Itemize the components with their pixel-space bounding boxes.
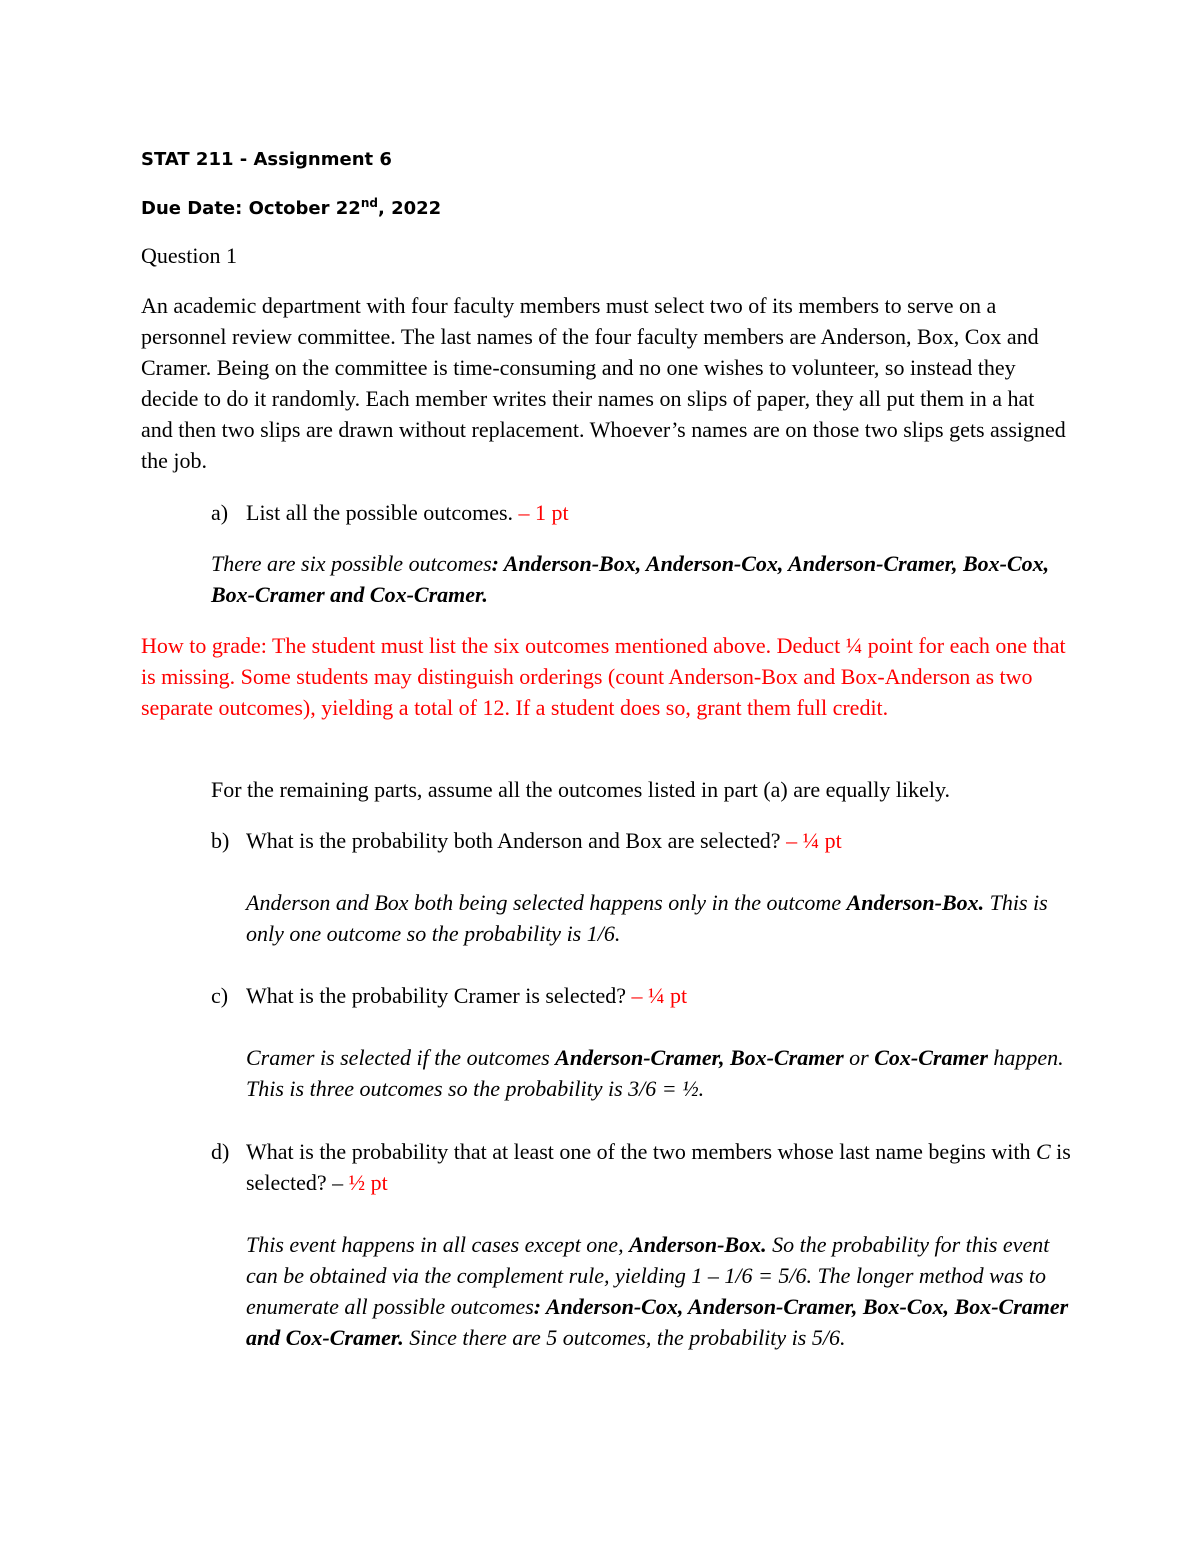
grading-note: How to grade: The student must list the six outcomes mentioned above. Deduct ¼ point for each one that is missing. Some students may distinguish orderings (count Anderson-Box and Box-Anderson as two separate outcomes), yielding a total of 12. If a student does so, grant them full credit. [141,633,1066,720]
part-b-answer [246,887,1076,949]
part-c-outcomes: Anderson-Cramer, Box-Cramer [555,1045,844,1070]
part-d-question-text: What is the probability that at least one of the two members whose last name begins with [246,1139,1036,1164]
part-b-question [246,825,1076,856]
assignment-title-text: STAT 211 - Assignment 6 [141,149,392,170]
part-d-answer-mid: So the probability for this event can be obtained via the complement rule, yielding 1 – 1/6 = 5/6. The longer method was to enumerate all possible outcomes [246,1232,1050,1319]
part-d-excluded-outcome: Anderson-Box. [629,1232,767,1257]
part-a-outcomes: Anderson-Box, Anderson-Cox, Anderson-Cramer, Box-Cox, Box-Cramer and Cox-Cramer [211,551,1050,607]
question-heading: Question 1 [141,243,237,268]
part-d-question [246,1136,1076,1198]
part-d-dash: – [326,1170,349,1195]
part-b-points: – ¼ pt [786,828,842,853]
part-b-question-text: What is the probability both Anderson and Box are selected? [246,828,781,853]
part-d-points: ½ pt [348,1170,388,1195]
part-d-answer-dot: . [398,1325,404,1350]
part-a-answer-colon: : [491,551,504,576]
part-a-answer [211,548,1071,610]
part-d-answer-rest: Since there are 5 outcomes, the probability is 5/6. [403,1325,846,1350]
due-date-year: , 2022 [377,198,442,219]
part-c-question [246,980,1076,1011]
part-b-answer-rest: This is only one outcome so the probability is 1/6. [246,890,1048,946]
part-a-answer-lead: There are six possible outcomes [211,551,492,576]
part-d-question-end: is selected? [246,1139,1071,1195]
part-a-answer-end: . [482,582,488,607]
part-c-answer-rest: happen. This is three outcomes so the probability is 3/6 = ½. [246,1045,1064,1101]
due-date-superscript: nd [360,196,378,210]
question-intro: An academic department with four faculty members must select two of its members to serve on a personnel review committee. The last names of the four faculty members are Anderson, Box, Cox and Cramer. Being on the committee is time-consuming and no one wishes to volunteer, so instead they decide to do it randomly. Each member writes their names on slips of paper, they all put them in a hat and then two slips are drawn without replacement. Whoever’s names are on those two slips gets assigned the job. [141,293,1066,473]
part-a-question [246,497,1076,528]
part-a-question-text: List all the possible outcomes. [246,500,514,525]
remaining-parts-note: For the remaining parts, assume all the outcomes listed in part (a) are equally likely. [211,777,951,802]
part-c-answer [246,1042,1076,1104]
part-b-outcome: Anderson-Box. [846,890,985,915]
part-c-answer-lead: Cramer is selected if the outcomes [246,1045,556,1070]
part-d-answer-lead: This event happens in all cases except one, [246,1232,630,1257]
part-b-answer-lead: Anderson and Box both being selected happens only in the outcome [246,890,847,915]
part-a-label: a) [211,500,229,525]
part-c-points: – ¼ pt [631,983,688,1008]
part-c-outcome-last: Cox-Cramer [874,1045,988,1070]
part-a-points: – 1 pt [518,500,569,525]
part-d-answer-colon: : [533,1294,546,1319]
part-c-question-text: What is the probability Cramer is selected? [246,983,626,1008]
assignment-title [141,144,392,175]
part-c-answer-or: or [843,1045,875,1070]
part-d-outcomes: Anderson-Cox, Anderson-Cramer, Box-Cox, Box-Cramer and Cox-Cramer [246,1294,1069,1350]
part-c-label: c) [211,983,229,1008]
due-date [141,193,441,224]
part-d-answer [246,1229,1076,1353]
due-date-text: Due Date: October 22 [141,198,361,219]
part-d-letter-c: C [1035,1139,1051,1164]
part-b-label: b) [211,828,230,853]
part-d-label: d) [211,1139,230,1164]
